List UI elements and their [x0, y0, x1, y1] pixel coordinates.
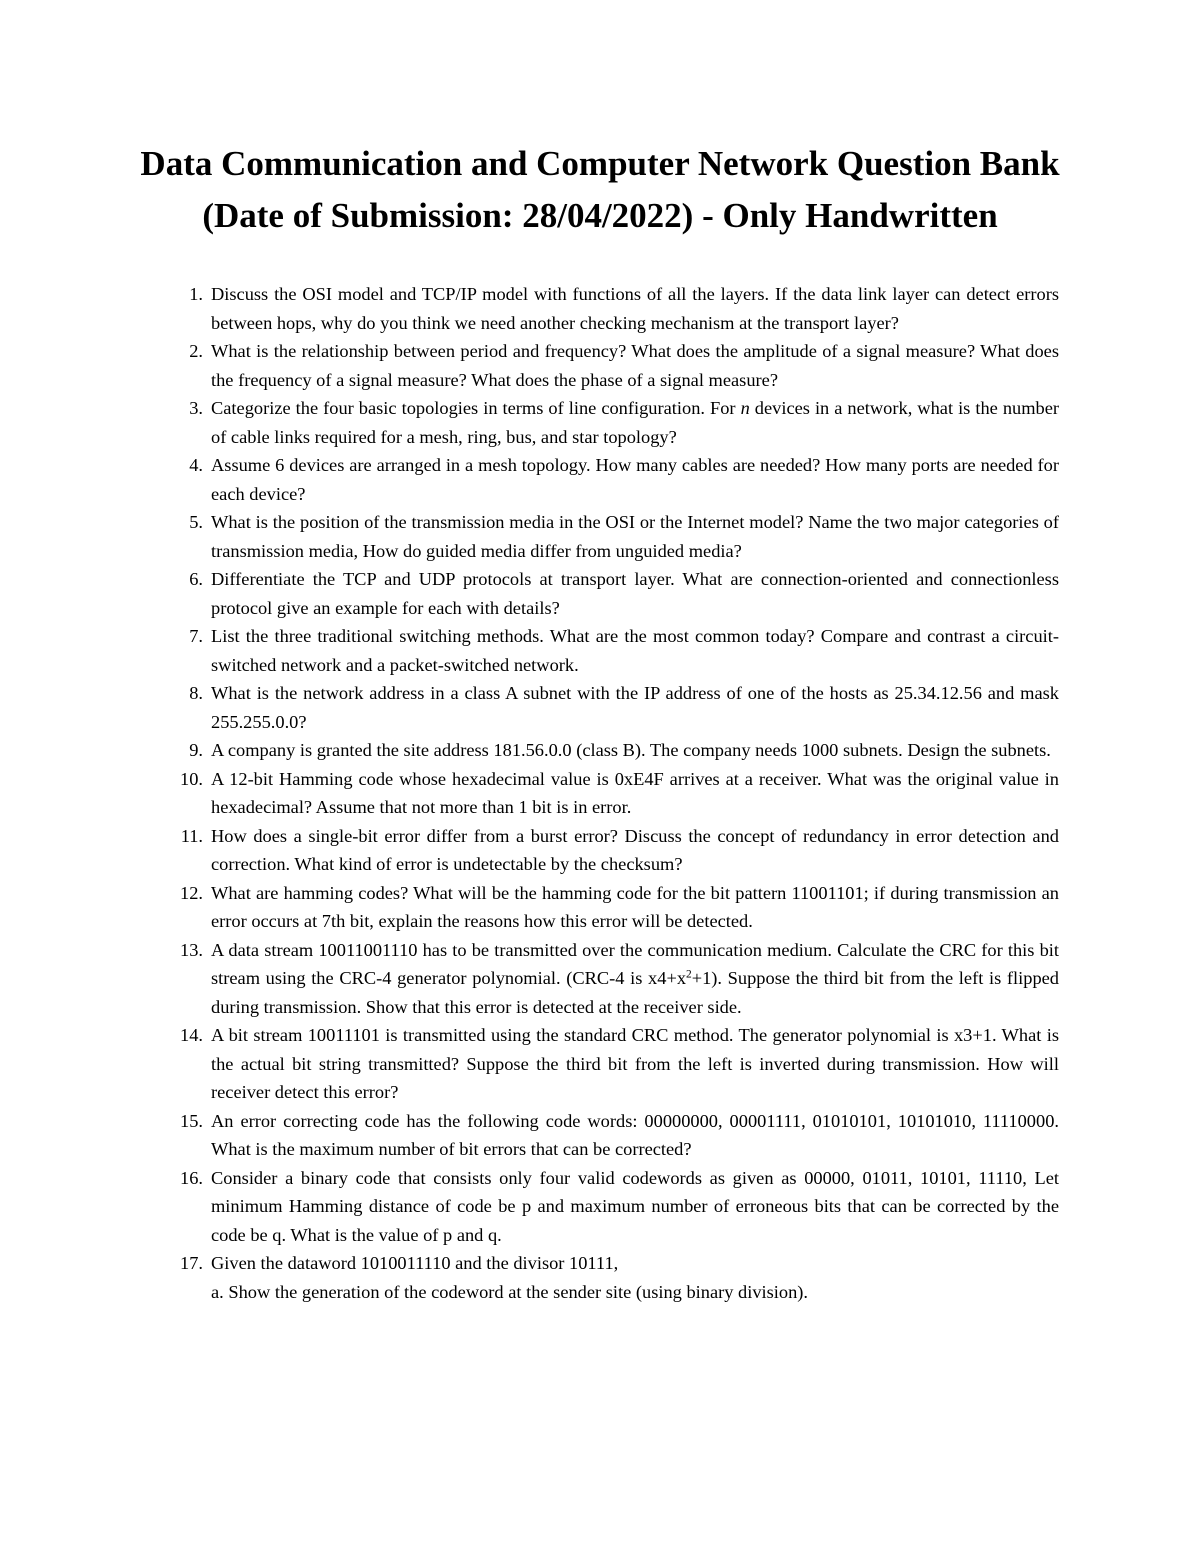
question-number: 17. [180, 1253, 203, 1273]
question-number: 12. [180, 882, 203, 903]
question-number: 7. [189, 626, 203, 646]
question-item [180, 765, 1059, 822]
question-item [180, 1164, 1059, 1250]
question-number: 6. [189, 569, 203, 589]
question-number: 11. [180, 825, 203, 846]
question-number: 10. [180, 768, 203, 789]
question-text-part: +1). Suppose the third bit from the left is flipped during transmission. Show that this error is detected at the receiver side. [211, 968, 1059, 1017]
question-sub-item: a. Show the generation of the codeword at the sender site (using binary division). [211, 1281, 809, 1302]
question-item [189, 736, 1059, 765]
question-item [189, 622, 1059, 679]
question-text: Assume 6 devices are arranged in a mesh topology. How many cables are needed? How many ports are needed for each device? [211, 455, 1059, 504]
question-item [180, 822, 1059, 879]
question-text-part: A data stream 10011001110 has to be transmitted over the communication medium. Calculate the CRC for this bit stream using the CRC-4 generator polynomial. (CRC-4 is x4+x [211, 939, 1059, 988]
question-item [189, 679, 1059, 736]
question-item [180, 879, 1059, 936]
superscript: 2 [686, 968, 692, 981]
question-number: 3. [189, 398, 203, 418]
question-number: 13. [180, 939, 203, 960]
question-item [189, 508, 1059, 565]
question-number: 14. [180, 1025, 203, 1045]
question-text: Differentiate the TCP and UDP protocols at transport layer. What are connection-oriented and connectionless protocol give an example for each with details? [211, 569, 1059, 618]
question-text: A 12-bit Hamming code whose hexadecimal value is 0xE4F arrives at a receiver. What was the original value in hexadecimal? Assume that not more than 1 bit is in error. [211, 768, 1059, 817]
question-number: 5. [189, 512, 203, 532]
question-number: 16. [180, 1167, 203, 1188]
question-text-part: Categorize the four basic topologies in terms of line configuration. For [211, 398, 741, 418]
question-item [180, 1021, 1059, 1107]
question-text-part: devices in a network, what is the number of cable links required for a mesh, ring, bus, and star topology? [211, 398, 1059, 447]
question-item [189, 337, 1059, 394]
question-text: Consider a binary code that consists only four valid codewords as given as 00000, 01011, 10101, 11110, Let minimum Hamming distance of code be p and maximum number of erroneous bits that can be corrected by the code be q. What is the value of p and q. [211, 1167, 1059, 1245]
question-text [211, 398, 1059, 447]
question-number: 8. [189, 683, 203, 703]
question-text: A company is granted the site address 181.56.0.0 (class B). The company needs 1000 subnets. Design the subnets. [211, 740, 1051, 760]
question-number: 1. [189, 284, 203, 304]
question-list [180, 280, 1059, 1306]
question-number: 2. [189, 341, 203, 361]
question-number: 4. [189, 455, 203, 475]
question-text-variable: n [740, 398, 750, 418]
question-number: 15. [180, 1110, 203, 1131]
question-item [180, 1249, 1059, 1306]
question-item [189, 451, 1059, 508]
question-item [180, 1107, 1059, 1164]
question-text: How does a single-bit error differ from a burst error? Discuss the concept of redundancy in error detection and correction. What kind of error is undetectable by the checksum? [211, 825, 1059, 874]
question-item [189, 394, 1059, 451]
question-item [189, 565, 1059, 622]
question-item [189, 280, 1059, 337]
question-text: Given the dataword 1010011110 and the divisor 10111, [211, 1253, 619, 1273]
question-text: Discuss the OSI model and TCP/IP model with functions of all the layers. If the data link layer can detect errors between hops, why do you think we need another checking mechanism at the transport layer? [211, 284, 1059, 333]
question-text: What are hamming codes? What will be the hamming code for the bit pattern 11001101; if during transmission an error occurs at 7th bit, explain the reasons how this error will be detected. [211, 882, 1059, 931]
question-text: An error correcting code has the following code words: 00000000, 00001111, 01010101, 10101010, 11110000. What is the maximum number of bit errors that can be corrected? [211, 1110, 1059, 1159]
question-number: 9. [189, 740, 203, 760]
question-text [211, 940, 1059, 1017]
question-text: A bit stream 10011101 is transmitted using the standard CRC method. The generator polynomial is x3+1. What is the actual bit string transmitted? Suppose the third bit from the left is inverted during transmission. How will receiver detect this error? [211, 1025, 1059, 1102]
question-item [180, 936, 1059, 1022]
question-text: What is the network address in a class A subnet with the IP address of one of the hosts as 25.34.12.56 and mask 255.255.0.0? [211, 683, 1059, 732]
question-text: What is the position of the transmission media in the OSI or the Internet model? Name the two major categories of transmission media, How do guided media differ from unguided media? [211, 512, 1059, 561]
document-title: Data Communication and Computer Network Question Bank (Date of Submission: 28/04/2022) - Only Handwritten [140, 144, 1060, 235]
question-text: What is the relationship between period and frequency? What does the amplitude of a signal measure? What does the frequency of a signal measure? What does the phase of a signal measure? [211, 341, 1059, 390]
question-text: List the three traditional switching methods. What are the most common today? Compare and contrast a circuit-switched network and a packet-switched network. [211, 626, 1059, 675]
